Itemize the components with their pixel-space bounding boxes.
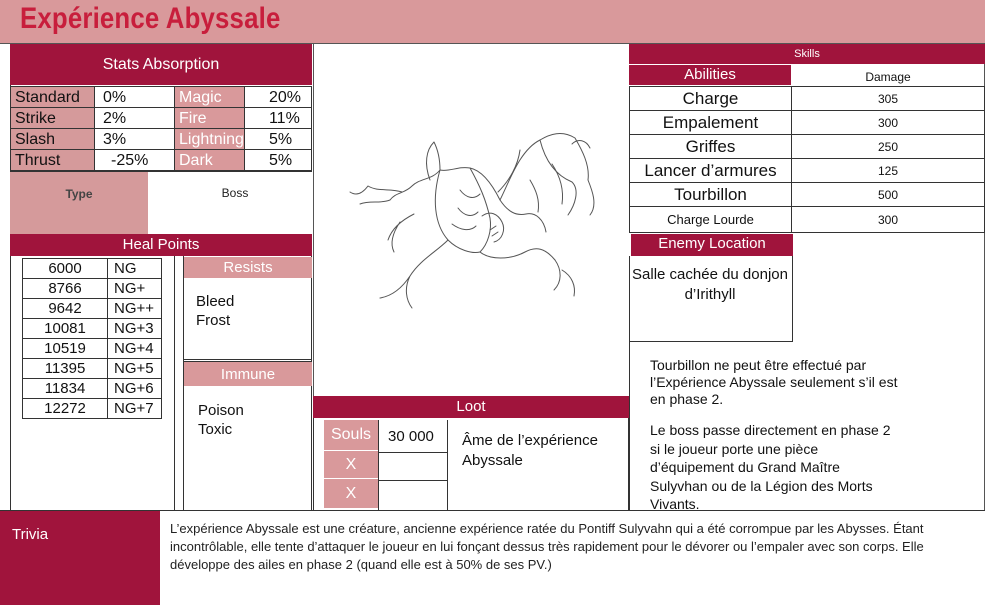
- table-row: [23, 259, 162, 279]
- stat-label: Lightning: [175, 129, 245, 150]
- ng-level: NG+7: [108, 399, 162, 419]
- trivia-label: Trivia: [0, 511, 160, 605]
- divider: [378, 452, 448, 453]
- heal-points-header: Heal Points: [10, 234, 312, 256]
- stat-label: Thrust: [11, 150, 95, 171]
- table-row: [630, 183, 985, 207]
- stat-value: 2%: [95, 108, 175, 129]
- table-row: [23, 339, 162, 359]
- table-row: [630, 111, 985, 135]
- souls-value: 30 000: [388, 428, 434, 445]
- resist-item: Frost: [196, 312, 231, 329]
- table-row: [23, 279, 162, 299]
- skill-name: Empalement: [630, 111, 792, 135]
- resist-item: Bleed: [196, 293, 235, 310]
- ng-level: NG+: [108, 279, 162, 299]
- stat-value: 3%: [95, 129, 175, 150]
- ng-level: NG: [108, 259, 162, 279]
- stat-label: Magic: [175, 87, 245, 108]
- hp-value: 10519: [23, 339, 108, 359]
- enemy-location-text: Salle cachée du donjon d’Irithyll: [632, 266, 788, 303]
- skill-name: Charge Lourde: [630, 207, 792, 233]
- resists-header: Resists: [184, 257, 312, 278]
- stat-value: 0%: [95, 87, 175, 108]
- ng-level: NG+5: [108, 359, 162, 379]
- skill-damage: 125: [792, 159, 985, 183]
- ng-level: NG++: [108, 299, 162, 319]
- immune-item: Toxic: [198, 421, 233, 438]
- table-row: [630, 135, 985, 159]
- skills-table: [629, 86, 985, 233]
- stat-label: Standard: [11, 87, 95, 108]
- stat-label: Fire: [175, 108, 245, 129]
- stat-label: Strike: [11, 108, 95, 129]
- immune-item: Poison: [198, 402, 244, 419]
- type-value: Boss: [221, 186, 249, 200]
- divider: [174, 256, 175, 510]
- title-bar: [0, 0, 985, 44]
- divider: [184, 359, 312, 360]
- loot-x-label: X: [324, 451, 378, 478]
- table-row: [630, 87, 985, 111]
- type-row: [10, 171, 312, 233]
- table-row: [23, 359, 162, 379]
- ng-level: NG+3: [108, 319, 162, 339]
- heal-points-table: [22, 258, 162, 419]
- creature-sketch-icon: [340, 120, 600, 320]
- stats-table: [10, 86, 312, 171]
- loot-x-label: X: [324, 479, 378, 508]
- table-row: [630, 159, 985, 183]
- skill-name: Lancer d’armures: [630, 159, 792, 183]
- stat-value: 5%: [244, 150, 311, 171]
- stat-value: 11%: [244, 108, 311, 129]
- stats-row: [11, 87, 312, 108]
- note-text: Tourbillon ne peut être effectué par l’Expérience Abyssale seulement s’il est en phase 2.: [650, 357, 898, 407]
- stats-row: [11, 108, 312, 129]
- stat-label: Dark: [175, 150, 245, 171]
- stat-value: -25%: [95, 150, 175, 171]
- damage-header: Damage: [865, 70, 911, 84]
- table-row: [23, 319, 162, 339]
- souls-label: Souls: [324, 420, 378, 450]
- table-row: [23, 379, 162, 399]
- page-title: Expérience Abyssale: [20, 2, 281, 35]
- skill-damage: 300: [792, 111, 985, 135]
- stat-value: 20%: [244, 87, 311, 108]
- table-row: [23, 299, 162, 319]
- skill-name: Griffes: [630, 135, 792, 159]
- table-row: [630, 207, 985, 233]
- skill-damage: 300: [792, 207, 985, 233]
- skill-damage: 250: [792, 135, 985, 159]
- hp-value: 10081: [23, 319, 108, 339]
- stat-label: Slash: [11, 129, 95, 150]
- skill-damage: 500: [792, 183, 985, 207]
- loot-header: Loot: [313, 396, 629, 418]
- trivia-text: L’expérience Abyssale est une créature, ancienne expérience ratée du Pontiff Sulyvahn qui a été corrompue par les Abysses. Étant incontrôlable, elle tente d’attaquer le joueur en lui fonçant dessus très rapidement pour le dévorer ou l’empaler avec son corps. Elle développe des ailes en phase 2 (quand elle est à 50% de ses PV.): [170, 521, 924, 572]
- table-row: [23, 399, 162, 419]
- note-text: Le boss passe directement en phase 2 si le joueur porte une pièce d’équipement du Grand Maître Sulyvhan ou de la Légion des Morts Vivants.: [650, 422, 891, 512]
- resists-list: [196, 292, 234, 330]
- stats-row: [11, 129, 312, 150]
- hp-value: 11395: [23, 359, 108, 379]
- ng-level: NG+6: [108, 379, 162, 399]
- skill-damage: 305: [792, 87, 985, 111]
- stat-value: 5%: [244, 129, 311, 150]
- skill-name: Charge: [630, 87, 792, 111]
- enemy-location-header: Enemy Location: [631, 234, 793, 256]
- immune-header: Immune: [184, 361, 312, 386]
- hp-value: 11834: [23, 379, 108, 399]
- stats-header: Stats Absorption: [10, 44, 312, 85]
- abilities-header: Abilities: [629, 65, 791, 85]
- ng-level: NG+4: [108, 339, 162, 359]
- divider: [378, 480, 448, 481]
- skills-header: Skills: [629, 44, 985, 64]
- stats-row: [11, 150, 312, 171]
- skill-name: Tourbillon: [630, 183, 792, 207]
- hp-value: 9642: [23, 299, 108, 319]
- immune-list: [198, 401, 244, 439]
- hp-value: 8766: [23, 279, 108, 299]
- hp-value: 12272: [23, 399, 108, 419]
- hp-value: 6000: [23, 259, 108, 279]
- loot-item: Âme de l’expérience Abyssale: [462, 432, 598, 469]
- location-side-panel: [793, 232, 985, 342]
- type-label: Type: [10, 172, 148, 234]
